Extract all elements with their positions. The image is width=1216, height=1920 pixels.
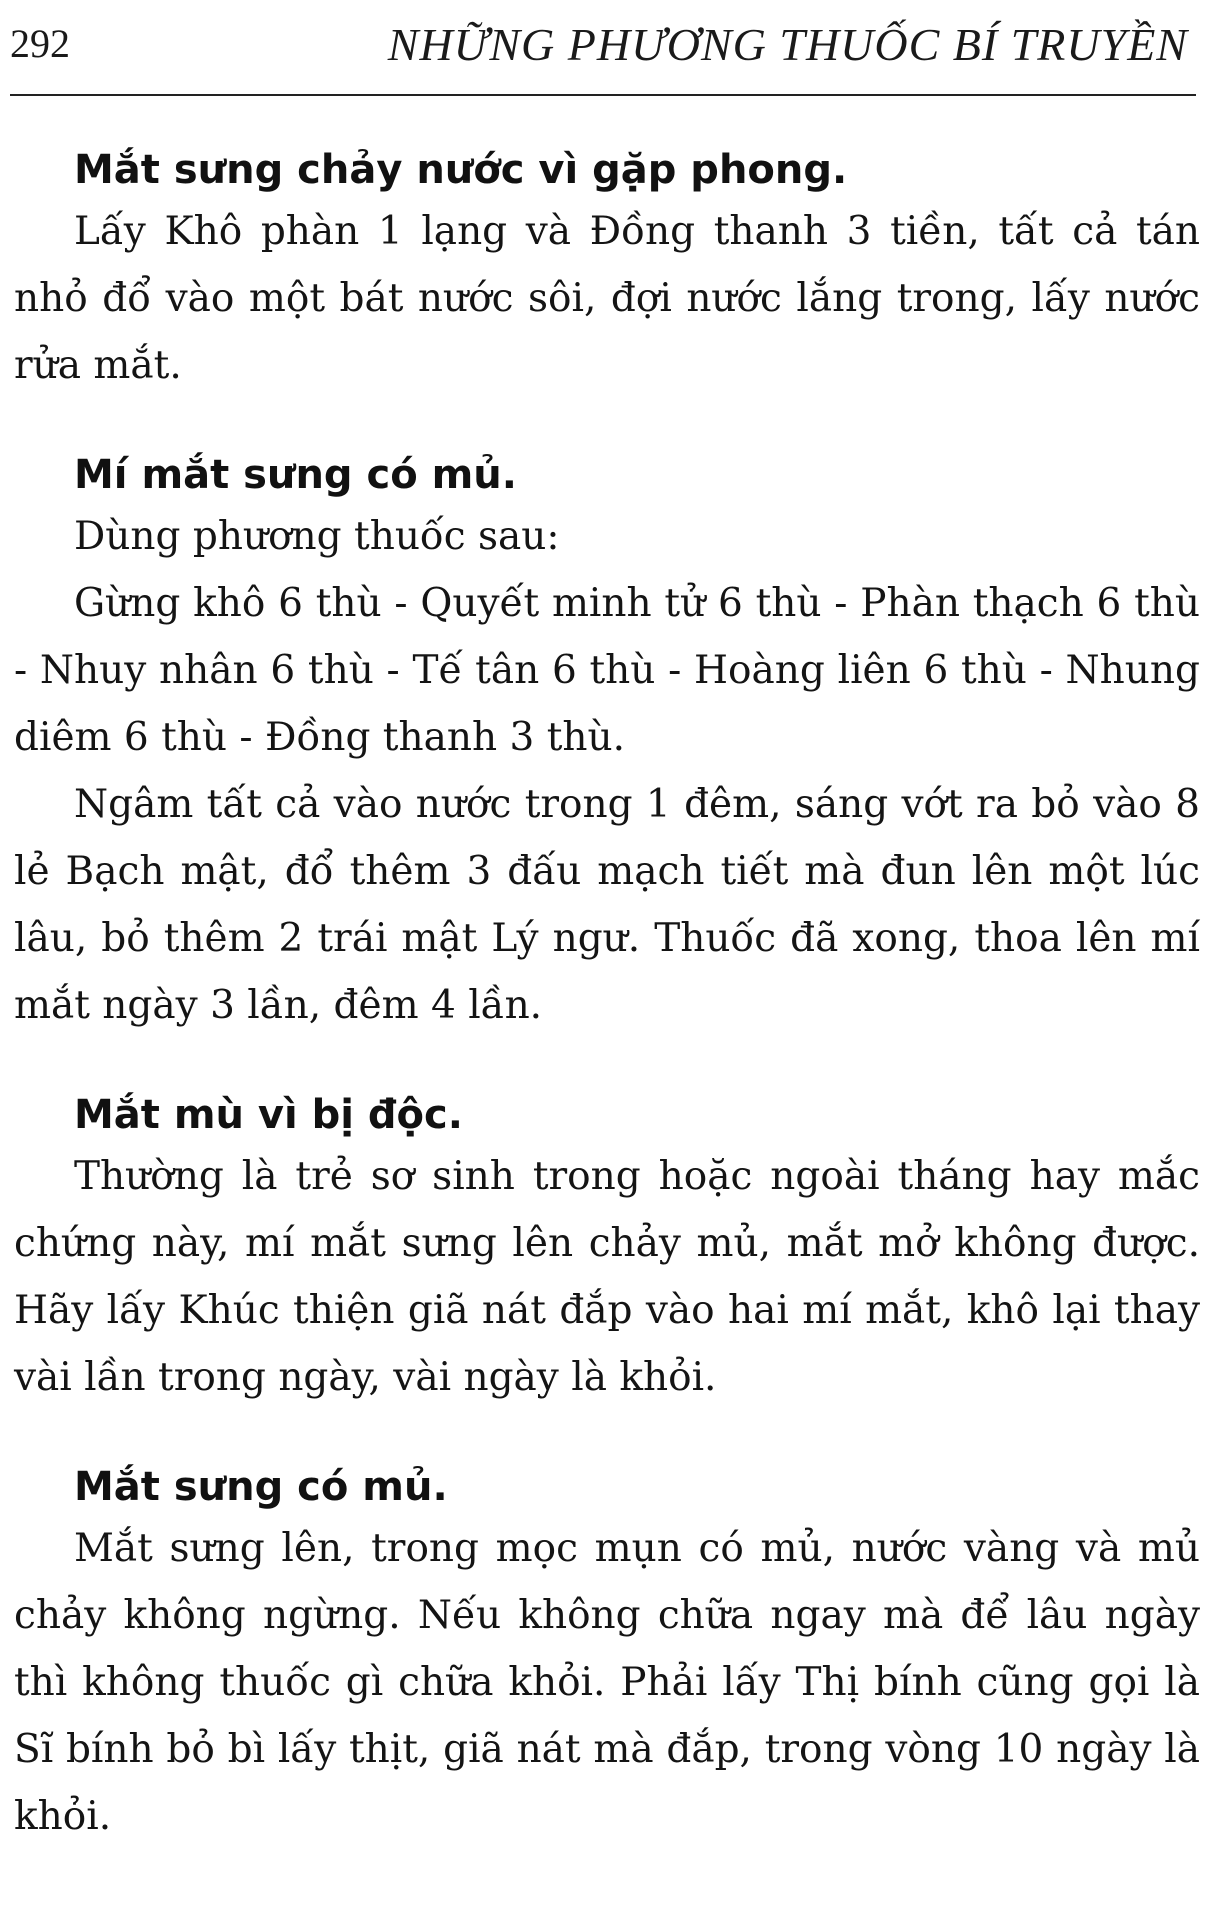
section-title: Mắt mù vì bị độc. xyxy=(74,1092,463,1138)
section-eye-watering xyxy=(14,142,1200,399)
paragraph: Lấy Khô phàn 1 lạng và Đồng thanh 3 tiền, tất cả tán nhỏ đổ vào một bát nước sôi, đợi nước lắng trong, lấy nước rửa mắt. xyxy=(14,209,1200,388)
paragraph: Ngâm tất cả vào nước trong 1 đêm, sáng vớt ra bỏ vào 8 lẻ Bạch mật, đổ thêm 3 đấu mạch tiết mà đun lên một lúc lâu, bỏ thêm 2 trái mật Lý ngư. Thuốc đã xong, thoa lên mí mắt ngày 3 lần, đêm 4 lần. xyxy=(14,782,1200,1028)
page-body xyxy=(14,142,1200,1898)
paragraph: Thường là trẻ sơ sinh trong hoặc ngoài tháng hay mắc chứng này, mí mắt sưng lên chảy mủ, mắt mở không được. Hãy lấy Khúc thiện giã nát đắp vào hai mí mắt, khô lại thay vài lần trong ngày, vài ngày là khỏi. xyxy=(14,1154,1200,1400)
paragraph: Mắt sưng lên, trong mọc mụn có mủ, nước vàng và mủ chảy không ngừng. Nếu không chữa ngay mà để lâu ngày thì không thuốc gì chữa khỏi. Phải lấy Thị bính cũng gọi là Sĩ bính bỏ bì lấy thịt, giã nát mà đắp, trong vòng 10 ngày là khỏi. xyxy=(14,1526,1200,1839)
paragraph: Dùng phương thuốc sau: xyxy=(74,514,560,559)
page-number: 292 xyxy=(10,21,70,66)
page-header xyxy=(10,12,1196,102)
section-title: Mắt sưng chảy nước vì gặp phong. xyxy=(74,147,848,193)
section-eyelid-pus xyxy=(14,447,1200,1039)
running-title: NHỮNG PHƯƠNG THUỐC BÍ TRUYỀN xyxy=(387,19,1188,70)
section-eye-pus xyxy=(14,1459,1200,1850)
header-rule xyxy=(10,94,1196,96)
section-title: Mắt sưng có mủ. xyxy=(74,1464,448,1510)
section-title: Mí mắt sưng có mủ. xyxy=(74,452,517,498)
paragraph: Gừng khô 6 thù - Quyết minh tử 6 thù - Phàn thạch 6 thù - Nhuy nhân 6 thù - Tế tân 6 thù - Hoàng liên 6 thù - Nhung diêm 6 thù - Đồng thanh 3 thù. xyxy=(14,581,1200,760)
section-blind-poison xyxy=(14,1087,1200,1411)
